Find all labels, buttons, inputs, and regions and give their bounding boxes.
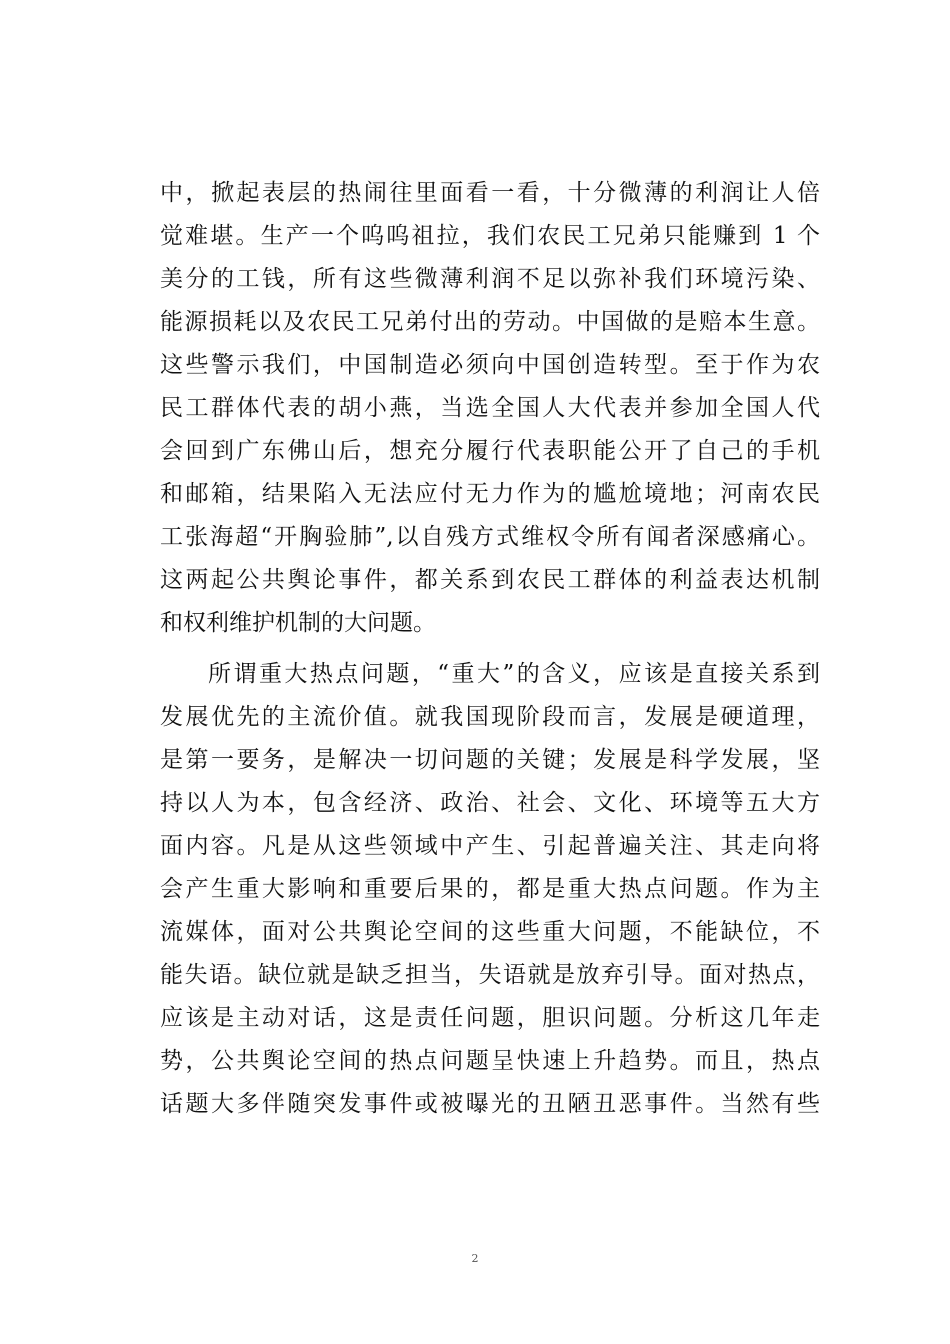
text-line: 应该是主动对话，这是责任问题，胆识问题。分析这几年走 <box>160 1005 820 1031</box>
text-line: 能源损耗以及农民工兄弟付出的劳动。中国做的是赔本生意。 <box>160 309 820 335</box>
text-line: 民工群体代表的胡小燕，当选全国人大代表并参加全国人代 <box>160 395 820 421</box>
text-line: 能失语。缺位就是缺乏担当，失语就是放弃引导。面对热点， <box>160 962 820 988</box>
text-line: 和权利维护机制的大问题。 <box>160 610 436 636</box>
text-line: 中，掀起表层的热闹往里面看一看，十分微薄的利润让人倍 <box>160 180 820 206</box>
text-line: 觉难堪。生产一个呜呜祖拉，我们农民工兄弟只能赚到 1 个 <box>160 223 820 249</box>
paragraph-spacer <box>160 645 820 653</box>
text-line: 美分的工钱，所有这些微薄利润不足以弥补我们环境污染、 <box>160 266 820 292</box>
text-line: 会产生重大影响和重要后果的，都是重大热点问题。作为主 <box>160 876 820 902</box>
text-line: 这些警示我们，中国制造必须向中国创造转型。至于作为农 <box>160 352 820 378</box>
text-line: 会回到广东佛山后，想充分履行代表职能公开了自己的手机 <box>160 438 820 464</box>
text-line: 流媒体，面对公共舆论空间的这些重大问题，不能缺位，不 <box>160 919 820 945</box>
text-line: 是第一要务，是解决一切问题的关键；发展是科学发展，坚 <box>160 747 820 773</box>
paragraph-1 <box>160 172 820 645</box>
text-line: 和邮箱，结果陷入无法应付无力作为的尴尬境地；河南农民 <box>160 481 820 507</box>
page-number: 2 <box>471 1252 479 1265</box>
text-line: 面内容。凡是从这些领域中产生、引起普遍关注、其走向将 <box>160 833 820 859</box>
text-line: 发展优先的主流价值。就我国现阶段而言，发展是硬道理， <box>160 704 820 730</box>
text-line: 这两起公共舆论事件，都关系到农民工群体的利益表达机制 <box>160 567 820 593</box>
text-line: 所谓重大热点问题，“重大”的含义，应该是直接关系到 <box>208 661 820 687</box>
text-line: 话题大多伴随突发事件或被曝光的丑陋丑恶事件。当然有些 <box>160 1091 820 1117</box>
paragraph-2 <box>160 653 820 1126</box>
text-line: 持以人为本，包含经济、政治、社会、文化、环境等五大方 <box>160 790 820 816</box>
body-text <box>160 172 820 1126</box>
text-line: 势，公共舆论空间的热点问题呈快速上升趋势。而且，热点 <box>160 1048 820 1074</box>
text-line: 工张海超“开胸验肺”,以自残方式维权令所有闻者深感痛心。 <box>160 524 820 550</box>
